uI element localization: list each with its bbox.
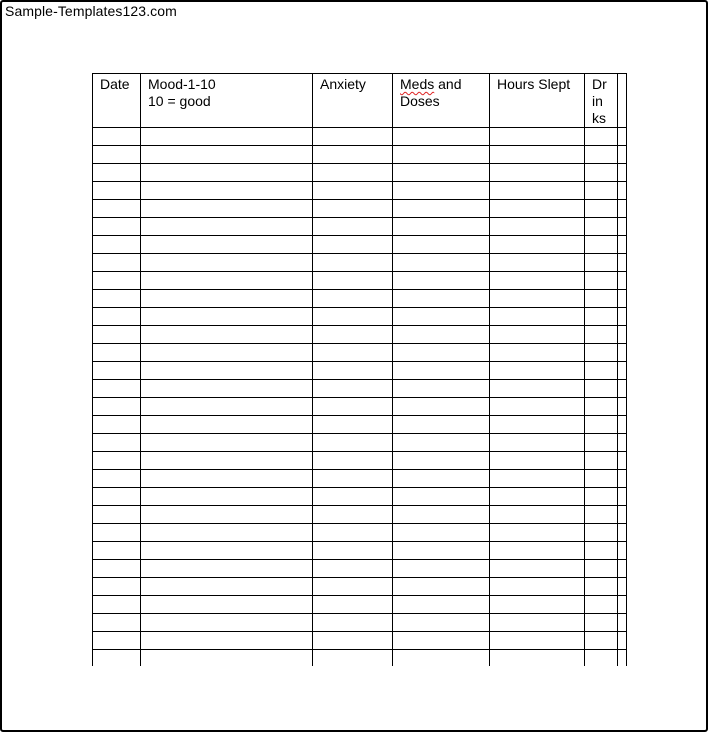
table-cell[interactable]	[313, 146, 393, 164]
table-cell[interactable]	[393, 416, 490, 434]
table-cell[interactable]	[393, 128, 490, 146]
table-cell[interactable]	[93, 452, 141, 470]
table-cell[interactable]	[618, 416, 627, 434]
table-cell[interactable]	[393, 308, 490, 326]
table-cell[interactable]	[93, 362, 141, 380]
table-cell[interactable]	[618, 128, 627, 146]
table-cell[interactable]	[490, 632, 585, 650]
table-cell[interactable]	[313, 344, 393, 362]
table-cell[interactable]	[585, 344, 618, 362]
table-cell[interactable]	[585, 218, 618, 236]
table-cell[interactable]	[585, 254, 618, 272]
table-cell[interactable]	[585, 632, 618, 650]
table-cell[interactable]	[313, 380, 393, 398]
table-row	[93, 614, 627, 632]
table-cell[interactable]	[393, 254, 490, 272]
table-row	[93, 542, 627, 560]
table-cell[interactable]	[585, 164, 618, 182]
table-cell[interactable]	[141, 254, 313, 272]
table-cell[interactable]	[490, 146, 585, 164]
table-cell[interactable]	[93, 416, 141, 434]
table-row	[93, 488, 627, 506]
table-row	[93, 182, 627, 200]
table-cell[interactable]	[585, 362, 618, 380]
table-cell[interactable]	[618, 380, 627, 398]
table-cell[interactable]	[585, 560, 618, 578]
table-cell[interactable]	[313, 506, 393, 524]
table-cell[interactable]	[313, 470, 393, 488]
table-cell[interactable]	[313, 596, 393, 614]
table-cell[interactable]	[618, 614, 627, 632]
table-cell[interactable]	[618, 650, 627, 667]
table-cell[interactable]	[393, 506, 490, 524]
col-header-extra	[618, 74, 627, 128]
table-cell[interactable]	[141, 164, 313, 182]
table-row	[93, 596, 627, 614]
table-cell[interactable]	[618, 362, 627, 380]
table-cell[interactable]	[141, 488, 313, 506]
table-cell[interactable]	[141, 200, 313, 218]
table-cell[interactable]	[585, 146, 618, 164]
table-cell[interactable]	[393, 614, 490, 632]
table-row	[93, 380, 627, 398]
table-cell[interactable]	[313, 200, 393, 218]
table-cell[interactable]	[618, 506, 627, 524]
table-row	[93, 290, 627, 308]
table-cell[interactable]	[93, 164, 141, 182]
table-row	[93, 164, 627, 182]
table-cell[interactable]	[618, 560, 627, 578]
table-cell[interactable]	[141, 560, 313, 578]
header-row	[93, 74, 627, 128]
table-cell[interactable]	[313, 560, 393, 578]
table-cell[interactable]	[393, 596, 490, 614]
table-cell[interactable]	[141, 452, 313, 470]
table-cell[interactable]	[618, 542, 627, 560]
table-cell[interactable]	[93, 344, 141, 362]
table-cell[interactable]	[585, 434, 618, 452]
col-header-date: Date	[93, 74, 141, 128]
table-row	[93, 362, 627, 380]
table-cell[interactable]	[141, 614, 313, 632]
table-cell[interactable]	[490, 398, 585, 416]
table-cell[interactable]	[393, 560, 490, 578]
table-cell[interactable]	[585, 326, 618, 344]
table-cell[interactable]	[490, 164, 585, 182]
table-cell[interactable]	[141, 416, 313, 434]
table-cell[interactable]	[313, 434, 393, 452]
table-cell[interactable]	[313, 488, 393, 506]
table-cell[interactable]	[393, 344, 490, 362]
table-cell[interactable]	[141, 506, 313, 524]
table-cell[interactable]	[313, 452, 393, 470]
table-cell[interactable]	[141, 650, 313, 667]
table-cell[interactable]	[618, 218, 627, 236]
table-row	[93, 650, 627, 667]
table-cell[interactable]	[618, 272, 627, 290]
table-cell[interactable]	[618, 398, 627, 416]
table-cell[interactable]	[313, 614, 393, 632]
col-header-hours-slept: Hours Slept	[490, 74, 585, 128]
table-cell[interactable]	[585, 470, 618, 488]
table-cell[interactable]	[141, 398, 313, 416]
table-cell[interactable]	[141, 290, 313, 308]
table-cell[interactable]	[141, 272, 313, 290]
table-cell[interactable]	[313, 236, 393, 254]
table-cell[interactable]	[585, 182, 618, 200]
table-cell[interactable]	[393, 380, 490, 398]
table-row	[93, 308, 627, 326]
table-cell[interactable]	[585, 578, 618, 596]
table-cell[interactable]	[585, 542, 618, 560]
table-cell[interactable]	[490, 200, 585, 218]
table-cell[interactable]	[313, 416, 393, 434]
table-row	[93, 344, 627, 362]
table-cell[interactable]	[490, 650, 585, 667]
table-cell[interactable]	[618, 470, 627, 488]
table-cell[interactable]	[93, 596, 141, 614]
table-cell[interactable]	[93, 506, 141, 524]
table-row	[93, 452, 627, 470]
table-cell[interactable]	[93, 632, 141, 650]
table-cell[interactable]	[393, 164, 490, 182]
table-cell[interactable]	[141, 182, 313, 200]
table-row	[93, 506, 627, 524]
col-header-drinks: Dr in ks	[585, 74, 618, 128]
table-cell[interactable]	[618, 596, 627, 614]
table-cell[interactable]	[618, 452, 627, 470]
table-cell[interactable]	[585, 416, 618, 434]
table-cell[interactable]	[618, 146, 627, 164]
table-row	[93, 128, 627, 146]
table-cell[interactable]	[93, 614, 141, 632]
table-cell[interactable]	[313, 524, 393, 542]
table-cell[interactable]	[490, 506, 585, 524]
table-cell[interactable]	[618, 308, 627, 326]
table-cell[interactable]	[585, 398, 618, 416]
table-cell[interactable]	[141, 470, 313, 488]
table-cell[interactable]	[313, 326, 393, 344]
table-cell[interactable]	[490, 596, 585, 614]
table-cell[interactable]	[490, 488, 585, 506]
table-cell[interactable]	[93, 290, 141, 308]
table-cell[interactable]	[585, 272, 618, 290]
table-cell[interactable]	[393, 290, 490, 308]
watermark-text: Sample-Templates123.com	[5, 3, 177, 19]
table-cell[interactable]	[618, 254, 627, 272]
table-row	[93, 398, 627, 416]
table-cell[interactable]	[490, 236, 585, 254]
table-cell[interactable]	[618, 290, 627, 308]
table-row	[93, 470, 627, 488]
table-row	[93, 272, 627, 290]
table-cell[interactable]	[490, 254, 585, 272]
table-cell[interactable]	[93, 200, 141, 218]
table-cell[interactable]	[490, 290, 585, 308]
table-row	[93, 560, 627, 578]
table-cell[interactable]	[93, 128, 141, 146]
table-cell[interactable]	[585, 308, 618, 326]
table-cell[interactable]	[141, 128, 313, 146]
table-cell[interactable]	[393, 542, 490, 560]
table-cell[interactable]	[141, 362, 313, 380]
table-cell[interactable]	[490, 182, 585, 200]
table-cell[interactable]	[141, 542, 313, 560]
table-cell[interactable]	[618, 164, 627, 182]
table-cell[interactable]	[618, 326, 627, 344]
table-cell[interactable]	[93, 218, 141, 236]
table-row	[93, 632, 627, 650]
table-cell[interactable]	[313, 272, 393, 290]
table-cell[interactable]	[141, 632, 313, 650]
table-cell[interactable]	[585, 524, 618, 542]
table-cell[interactable]	[585, 488, 618, 506]
table-cell[interactable]	[93, 578, 141, 596]
table-cell[interactable]	[393, 362, 490, 380]
table-cell[interactable]	[393, 488, 490, 506]
table-cell[interactable]	[313, 218, 393, 236]
table-cell[interactable]	[313, 362, 393, 380]
table-cell[interactable]	[490, 614, 585, 632]
table-cell[interactable]	[393, 218, 490, 236]
table-cell[interactable]	[490, 380, 585, 398]
table-cell[interactable]	[393, 236, 490, 254]
table-cell[interactable]	[393, 398, 490, 416]
table-cell[interactable]	[93, 560, 141, 578]
table-cell[interactable]	[313, 398, 393, 416]
table-cell[interactable]	[585, 380, 618, 398]
table-cell[interactable]	[141, 236, 313, 254]
table-cell[interactable]	[313, 290, 393, 308]
table-cell[interactable]	[313, 182, 393, 200]
table-cell[interactable]	[313, 308, 393, 326]
table-cell[interactable]	[93, 398, 141, 416]
table-cell[interactable]	[141, 596, 313, 614]
table-cell[interactable]	[618, 632, 627, 650]
table-cell[interactable]	[141, 524, 313, 542]
table-cell[interactable]	[490, 344, 585, 362]
table-cell[interactable]	[618, 434, 627, 452]
table-cell[interactable]	[93, 488, 141, 506]
table-cell[interactable]	[393, 650, 490, 667]
table-cell[interactable]	[93, 272, 141, 290]
spellcheck-word: Meds	[400, 76, 435, 92]
table-cell[interactable]	[141, 434, 313, 452]
table-cell[interactable]	[490, 560, 585, 578]
table-cell[interactable]	[313, 632, 393, 650]
table-row	[93, 578, 627, 596]
table-cell[interactable]	[93, 236, 141, 254]
table-cell[interactable]	[393, 434, 490, 452]
table-row	[93, 200, 627, 218]
table-cell[interactable]	[313, 254, 393, 272]
table-cell[interactable]	[93, 524, 141, 542]
table-cell[interactable]	[93, 470, 141, 488]
table-cell[interactable]	[393, 578, 490, 596]
table-cell[interactable]	[93, 308, 141, 326]
table-cell[interactable]	[585, 506, 618, 524]
table-cell[interactable]	[141, 146, 313, 164]
table-row	[93, 236, 627, 254]
table-cell[interactable]	[490, 416, 585, 434]
table-cell[interactable]	[490, 362, 585, 380]
table-cell[interactable]	[141, 380, 313, 398]
table-cell[interactable]	[393, 470, 490, 488]
table-cell[interactable]	[393, 146, 490, 164]
table-cell[interactable]	[618, 182, 627, 200]
col-header-mood: Mood-1-10 10 = good	[141, 74, 313, 128]
table-cell[interactable]	[585, 200, 618, 218]
table-cell[interactable]	[393, 272, 490, 290]
table-cell[interactable]	[490, 578, 585, 596]
table-cell[interactable]	[490, 326, 585, 344]
table-cell[interactable]	[585, 650, 618, 667]
table-cell[interactable]	[93, 254, 141, 272]
table-row	[93, 146, 627, 164]
table-cell[interactable]	[585, 452, 618, 470]
table-cell[interactable]	[313, 650, 393, 667]
table-row	[93, 524, 627, 542]
table-cell[interactable]	[490, 542, 585, 560]
table-cell[interactable]	[393, 326, 490, 344]
table-cell[interactable]	[490, 470, 585, 488]
table-row	[93, 326, 627, 344]
table-cell[interactable]	[618, 524, 627, 542]
table-cell[interactable]	[393, 452, 490, 470]
table-cell[interactable]	[93, 182, 141, 200]
table-cell[interactable]	[93, 650, 141, 667]
table-cell[interactable]	[490, 128, 585, 146]
table-cell[interactable]	[618, 578, 627, 596]
table-body	[93, 128, 627, 667]
table-cell[interactable]	[490, 452, 585, 470]
table-row	[93, 218, 627, 236]
table-cell[interactable]	[313, 578, 393, 596]
table-cell[interactable]	[141, 578, 313, 596]
table-cell[interactable]	[585, 614, 618, 632]
table-cell[interactable]	[618, 200, 627, 218]
table-cell[interactable]	[490, 308, 585, 326]
table-cell[interactable]	[141, 308, 313, 326]
table-cell[interactable]	[618, 236, 627, 254]
table-cell[interactable]	[585, 128, 618, 146]
table-cell[interactable]	[393, 200, 490, 218]
table-cell[interactable]	[93, 326, 141, 344]
table-cell[interactable]	[93, 380, 141, 398]
table-cell[interactable]	[393, 632, 490, 650]
table-row	[93, 416, 627, 434]
table-cell[interactable]	[313, 164, 393, 182]
col-header-meds: Meds and Doses	[393, 74, 490, 128]
table-cell[interactable]	[585, 290, 618, 308]
mood-log-table	[92, 73, 627, 666]
table-cell[interactable]	[141, 344, 313, 362]
table-cell[interactable]	[93, 542, 141, 560]
col-header-anxiety: Anxiety	[313, 74, 393, 128]
table-cell[interactable]	[141, 218, 313, 236]
table-cell[interactable]	[313, 128, 393, 146]
table-row	[93, 254, 627, 272]
table-cell[interactable]	[93, 146, 141, 164]
table-cell[interactable]	[393, 524, 490, 542]
table-cell[interactable]	[490, 434, 585, 452]
table-cell[interactable]	[618, 488, 627, 506]
table-cell[interactable]	[585, 236, 618, 254]
table-cell[interactable]	[490, 272, 585, 290]
table-cell[interactable]	[393, 182, 490, 200]
table-cell[interactable]	[93, 434, 141, 452]
table-cell[interactable]	[585, 596, 618, 614]
table-cell[interactable]	[490, 218, 585, 236]
table-row	[93, 434, 627, 452]
table-cell[interactable]	[313, 542, 393, 560]
table-cell[interactable]	[618, 344, 627, 362]
table-cell[interactable]	[490, 524, 585, 542]
table-cell[interactable]	[141, 326, 313, 344]
